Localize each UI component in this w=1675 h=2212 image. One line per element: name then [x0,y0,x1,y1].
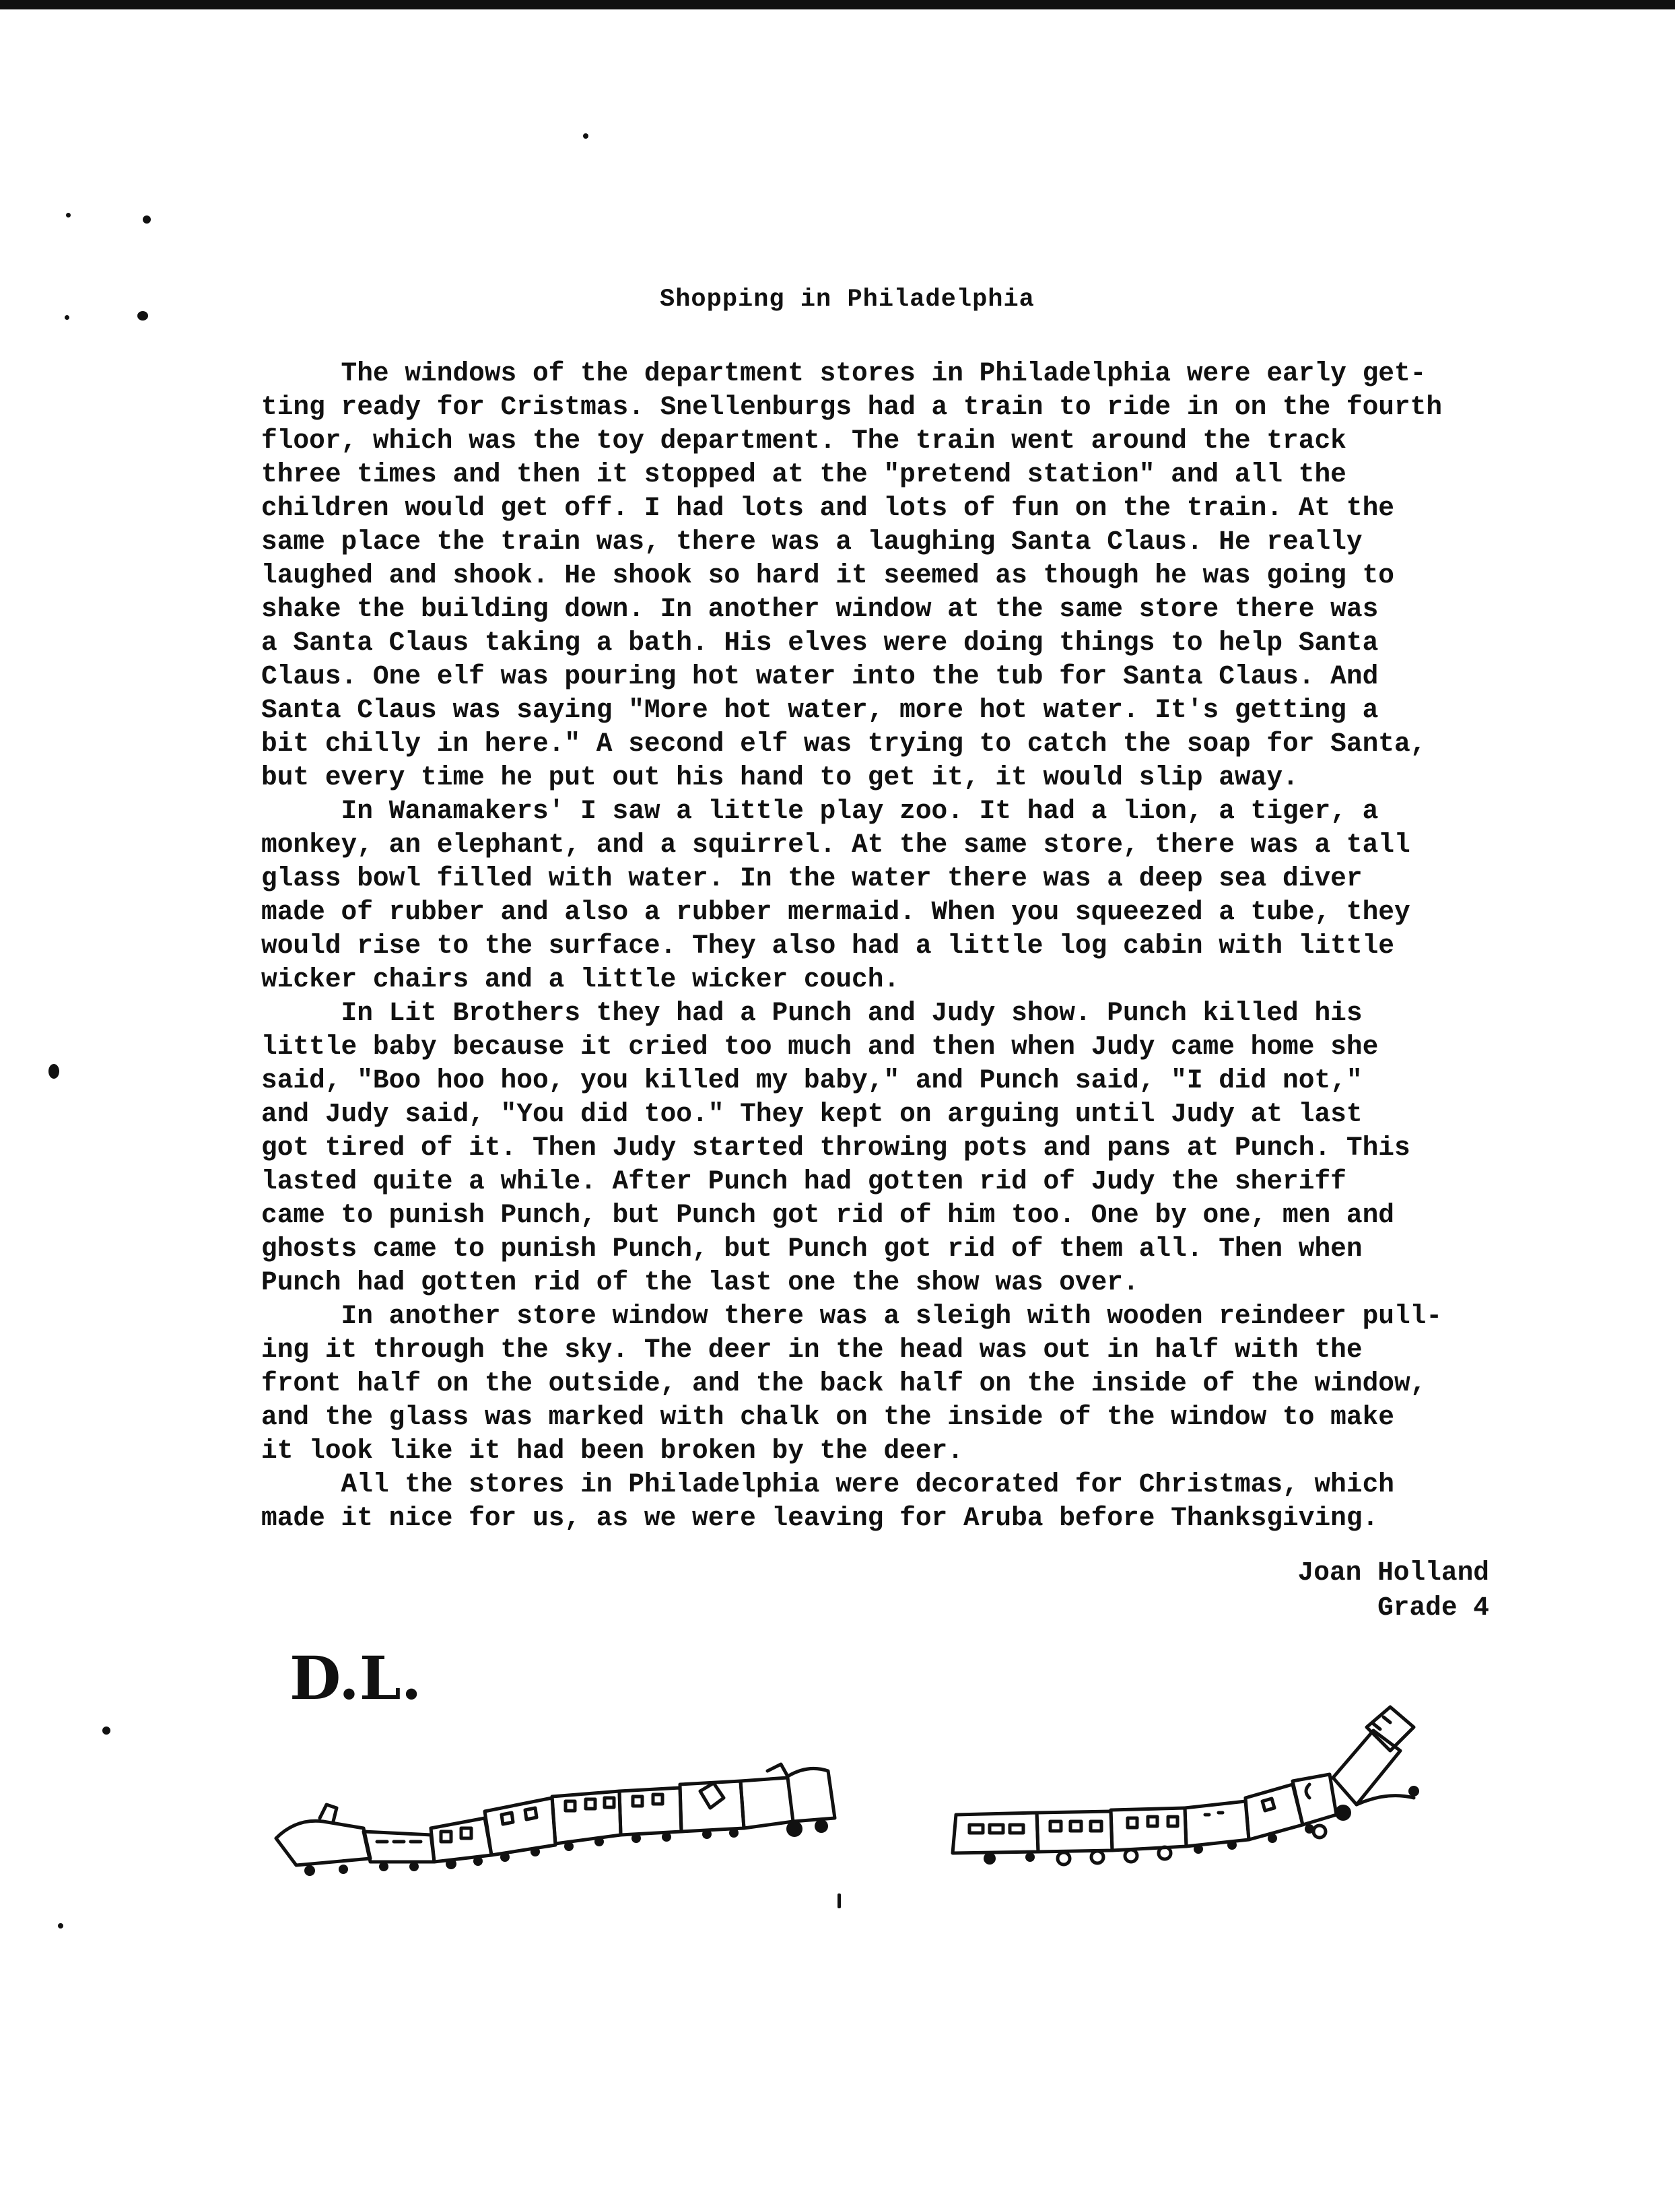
scan-speck [143,215,151,224]
body-line: Punch had gotten rid of the last one the show was over. [261,1267,1139,1298]
author-grade: Grade 4 [1377,1593,1489,1623]
body-line: said, "Boo hoo hoo, you killed my baby," and Punch said, "I did not," [261,1065,1363,1096]
body-line: came to punish Punch, but Punch got rid of him too. One by one, men and [261,1200,1394,1230]
scan-speck [583,133,588,139]
body-line: and Judy said, "You did too." They kept on arguing until Judy at last [261,1099,1363,1129]
body-line: floor, which was the toy department. The train went around the track [261,426,1346,456]
body-line: In another store window there was a sleigh with wooden reindeer pull- [261,1301,1443,1331]
body-line: would rise to the surface. They also had a little log cabin with little [261,931,1394,961]
body-line: All the stores in Philadelphia were decorated for Christmas, which [261,1469,1394,1500]
body-line: lasted quite a while. After Punch had gotten rid of Judy the sheriff [261,1166,1346,1197]
body-line: shake the building down. In another window at the same store there was [261,594,1379,624]
body-line: ghosts came to punish Punch, but Punch got rid of them all. Then when [261,1234,1363,1264]
scan-speck [66,213,71,217]
document-body [261,357,1527,1535]
document-title: Shopping in Philadelphia [660,286,1035,314]
scan-speck [137,311,148,321]
body-line: it look like it had been broken by the deer. [261,1436,963,1466]
body-line: monkey, an elephant, and a squirrel. At the same store, there was a tall [261,830,1410,860]
author-name: Joan Holland [1297,1557,1489,1588]
body-line: wicker chairs and a little wicker couch. [261,964,900,995]
body-line: The windows of the department stores in Philadelphia were early get- [261,358,1427,389]
scan-speck [65,315,69,320]
body-line: made of rubber and also a rubber mermaid. When you squeezed a tube, they [261,897,1410,927]
body-line: front half on the outside, and the back half on the inside of the window, [261,1368,1427,1399]
body-line: In Wanamakers' I saw a little play zoo. It had a lion, a tiger, a [261,796,1379,826]
scan-speck [102,1727,110,1735]
signature-block [1298,1555,1489,1626]
body-line: and the glass was marked with chalk on the inside of the window to make [261,1402,1394,1432]
body-line: three times and then it stopped at the "pretend station" and all the [261,459,1346,490]
body-line: In Lit Brothers they had a Punch and Judy show. Punch killed his [261,998,1363,1028]
body-line: a Santa Claus taking a bath. His elves were doing things to help Santa [261,628,1379,658]
train-drawing-icon [269,1697,1522,1926]
handwritten-initials: D.L. [289,1643,422,1713]
body-line: Santa Claus was saying "More hot water, more hot water. It's getting a [261,695,1379,725]
body-line: got tired of it. Then Judy started throwing pots and pans at Punch. This [261,1133,1410,1163]
left-train [276,1764,835,1865]
scan-top-edge [0,0,1675,9]
body-line: but every time he put out his hand to get it, it would slip away. [261,762,1299,793]
body-line: bit chilly in here." A second elf was trying to catch the soap for Santa, [261,729,1427,759]
body-line: little baby because it cried too much and then when Judy came home she [261,1032,1379,1062]
scan-speck [48,1064,59,1079]
body-line: glass bowl filled with water. In the water there was a deep sea diver [261,863,1363,894]
body-line: ing it through the sky. The deer in the head was out in half with the [261,1335,1363,1365]
scan-speck [58,1923,63,1929]
body-line: children would get off. I had lots and lots of fun on the train. At the [261,493,1394,523]
body-line: ting ready for Cristmas. Snellenburgs had a train to ride in on the fourth [261,392,1443,422]
body-line: laughed and shook. He shook so hard it seemed as though he was going to [261,560,1394,591]
right-train [953,1707,1414,1853]
body-line: Claus. One elf was pouring hot water into the tub for Santa Claus. And [261,661,1379,692]
body-line: made it nice for us, as we were leaving for Aruba before Thanksgiving. [261,1503,1379,1533]
body-line: same place the train was, there was a laughing Santa Claus. He really [261,527,1363,557]
